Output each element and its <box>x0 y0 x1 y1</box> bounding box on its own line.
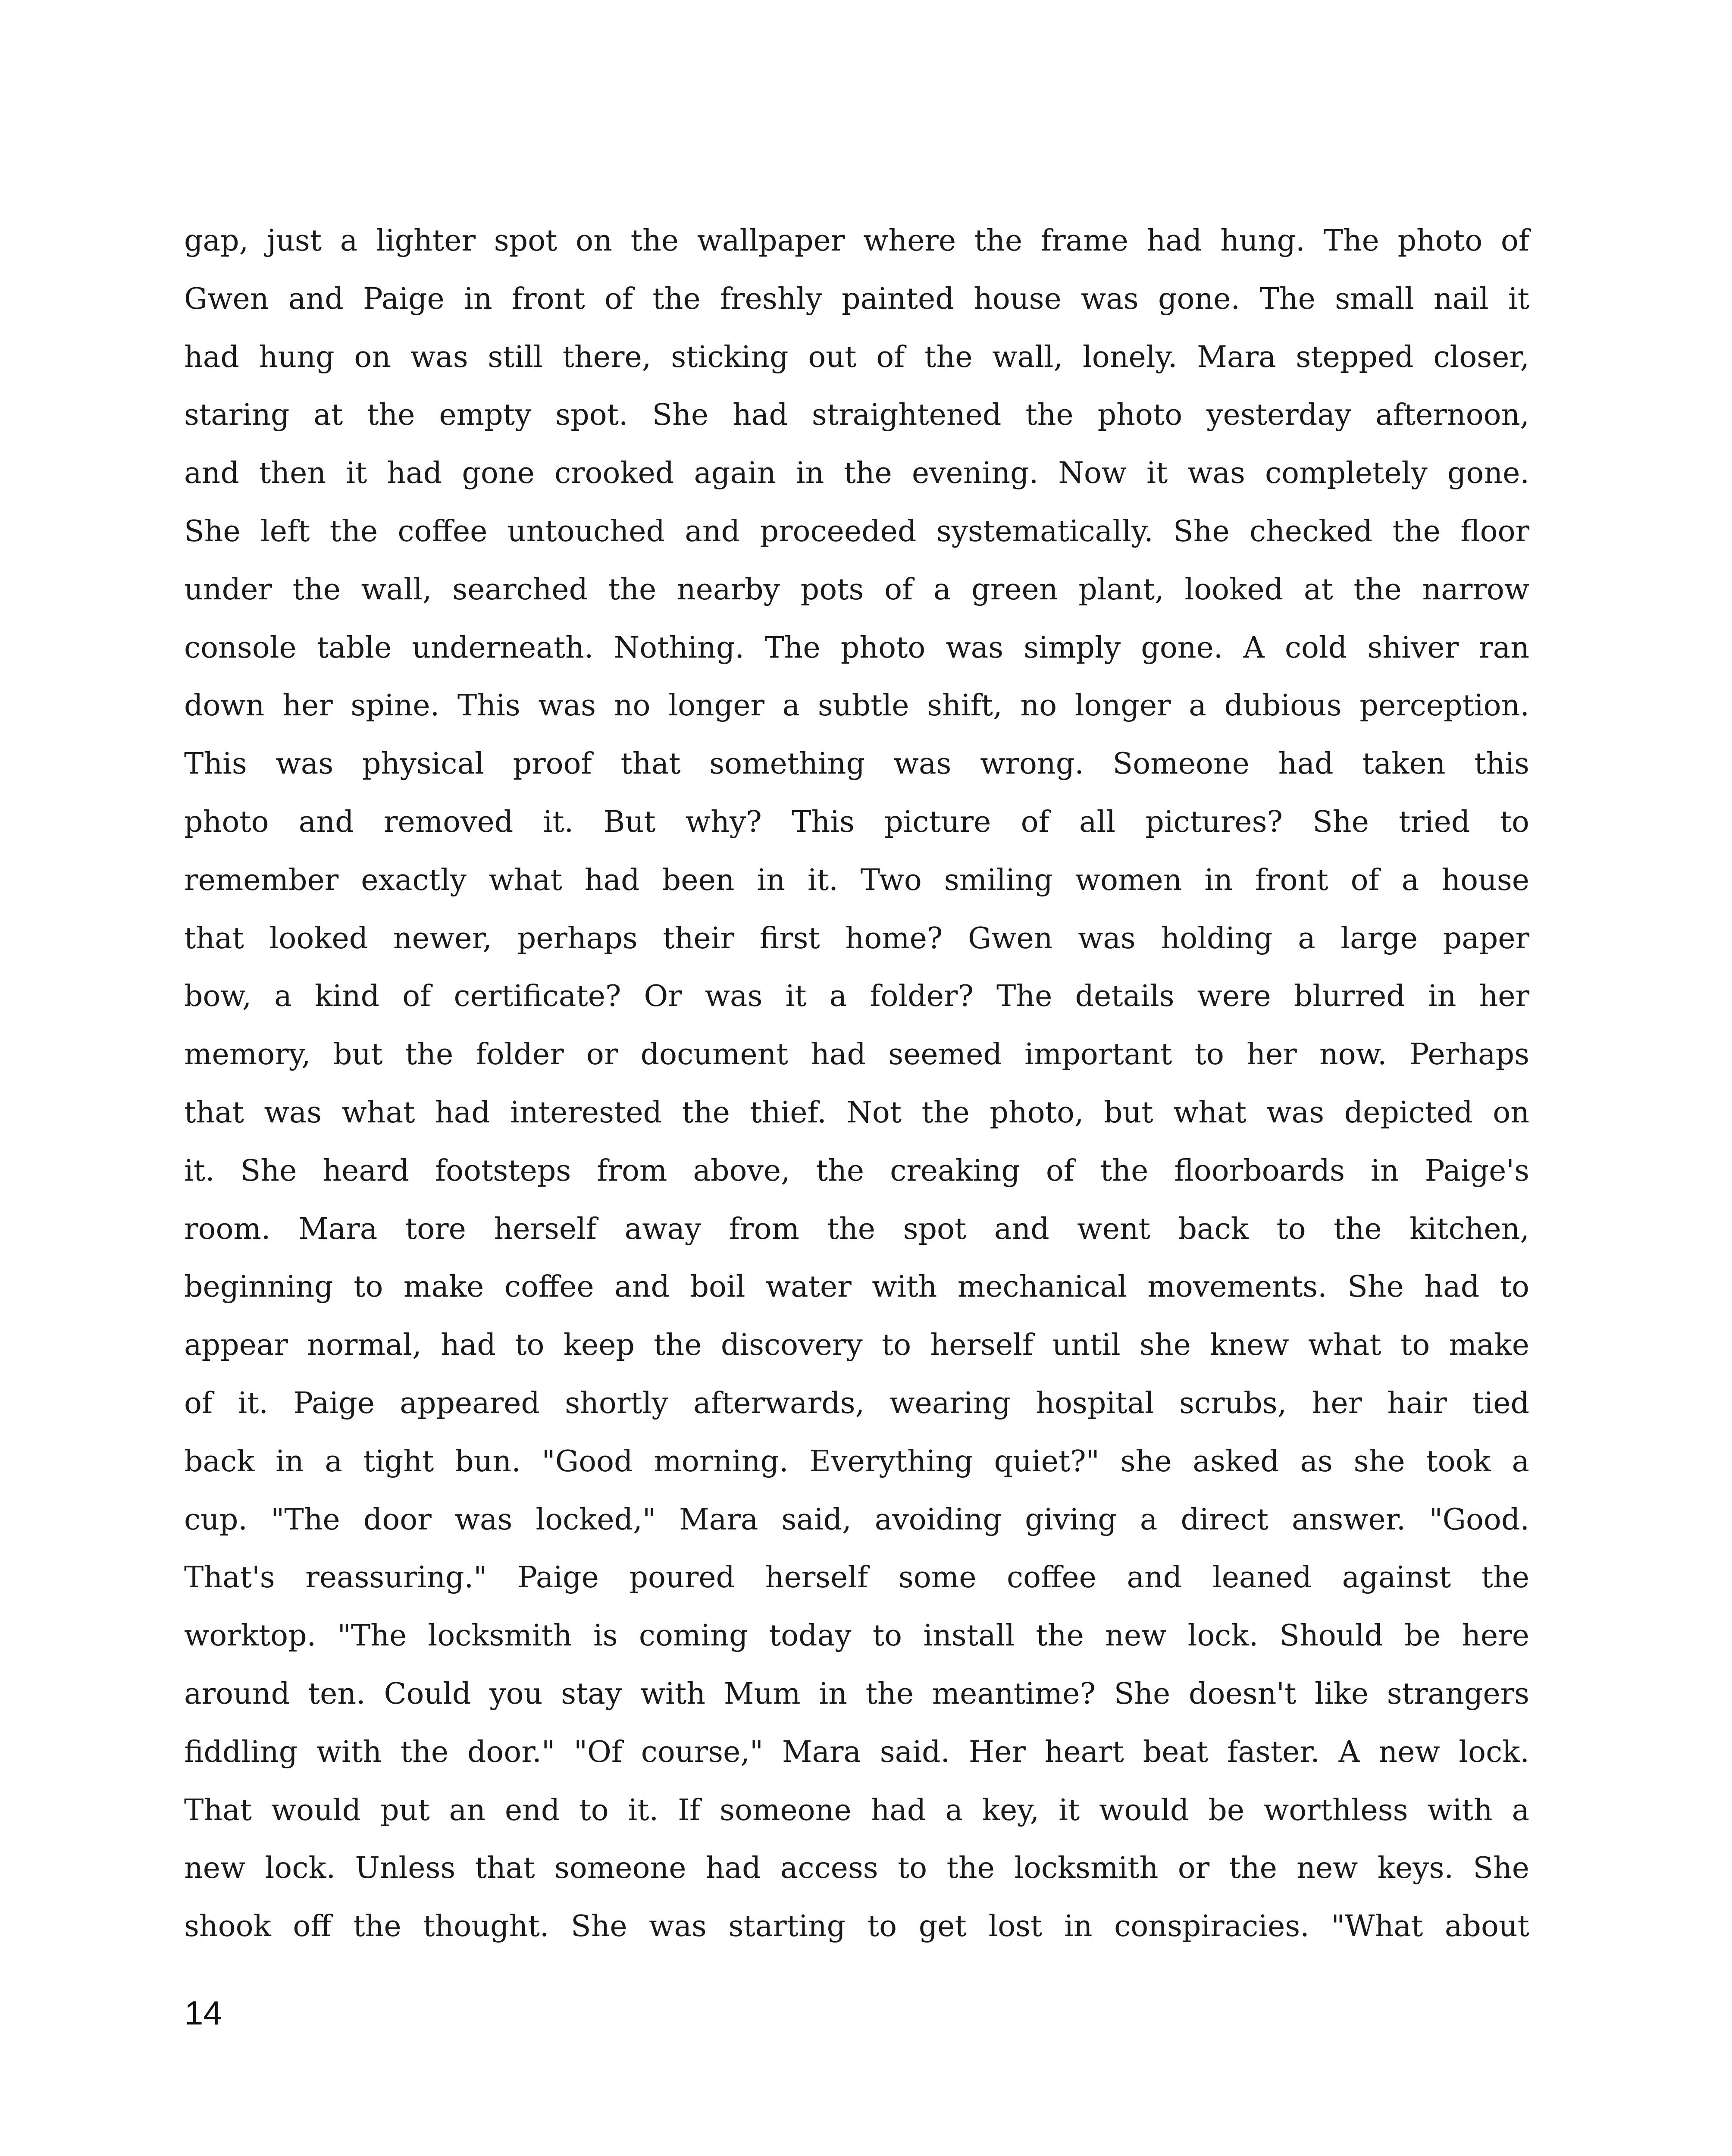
text-line: cup. "The door was locked," Mara said, avoiding giving a direct answer. "Good. <box>184 1502 1529 1537</box>
text-line: appear normal, had to keep the discovery to herself until she knew what to make <box>184 1328 1529 1363</box>
text-line: back in a tight bun. "Good morning. Everything quiet?" she asked as she took a <box>184 1444 1529 1479</box>
text-line: This was physical proof that something was wrong. Someone had taken this <box>184 747 1529 781</box>
page-number: 14 <box>185 1994 222 2032</box>
text-line: shook off the thought. She was starting to get lost in conspiracies. "What about <box>184 1909 1529 1944</box>
text-line: She left the coffee untouched and proceeded systematically. She checked the floor <box>184 514 1529 548</box>
text-line: down her spine. This was no longer a subtle shift, no longer a dubious perception. <box>184 689 1529 723</box>
text-line: gap, just a lighter spot on the wallpaper where the frame had hung. The photo of <box>184 224 1529 258</box>
text-line: beginning to make coffee and boil water with mechanical movements. She had to <box>184 1270 1529 1304</box>
text-line: it. She heard footsteps from above, the creaking of the floorboards in Paige's <box>184 1153 1529 1188</box>
text-line: that looked newer, perhaps their first home? Gwen was holding a large paper <box>184 921 1529 956</box>
text-line: memory, but the folder or document had seemed important to her now. Perhaps <box>184 1037 1529 1072</box>
text-line: that was what had interested the thief. Not the photo, but what was depicted on <box>184 1095 1529 1130</box>
body-text <box>184 212 1529 1956</box>
text-line: worktop. "The locksmith is coming today to install the new lock. Should be here <box>184 1619 1529 1653</box>
text-line: Gwen and Paige in front of the freshly painted house was gone. The small nail it <box>184 282 1529 316</box>
text-line: That's reassuring." Paige poured herself some coffee and leaned against the <box>184 1561 1529 1595</box>
text-line: photo and removed it. But why? This picture of all pictures? She tried to <box>184 805 1529 839</box>
text-line: bow, a kind of certificate? Or was it a folder? The details were blurred in her <box>184 979 1529 1014</box>
text-line: That would put an end to it. If someone had a key, it would be worthless with a <box>184 1793 1529 1827</box>
text-line: had hung on was still there, sticking out of the wall, lonely. Mara stepped closer, <box>184 340 1529 374</box>
text-line: room. Mara tore herself away from the spot and went back to the kitchen, <box>184 1212 1529 1246</box>
text-line: fiddling with the door." "Of course," Mara said. Her heart beat faster. A new lock. <box>184 1735 1529 1769</box>
text-line: under the wall, searched the nearby pots of a green plant, looked at the narrow <box>184 572 1529 607</box>
text-line: console table underneath. Nothing. The photo was simply gone. A cold shiver ran <box>184 630 1529 665</box>
text-line: and then it had gone crooked again in the evening. Now it was completely gone. <box>184 456 1529 491</box>
text-line: new lock. Unless that someone had access to the locksmith or the new keys. She <box>184 1851 1529 1886</box>
text-line: around ten. Could you stay with Mum in the meantime? She doesn't like strangers <box>184 1677 1529 1711</box>
text-line: remember exactly what had been in it. Two smiling women in front of a house <box>184 863 1529 897</box>
text-line: staring at the empty spot. She had straightened the photo yesterday afternoon, <box>184 398 1529 432</box>
text-line: of it. Paige appeared shortly afterwards, wearing hospital scrubs, her hair tied <box>184 1386 1529 1420</box>
